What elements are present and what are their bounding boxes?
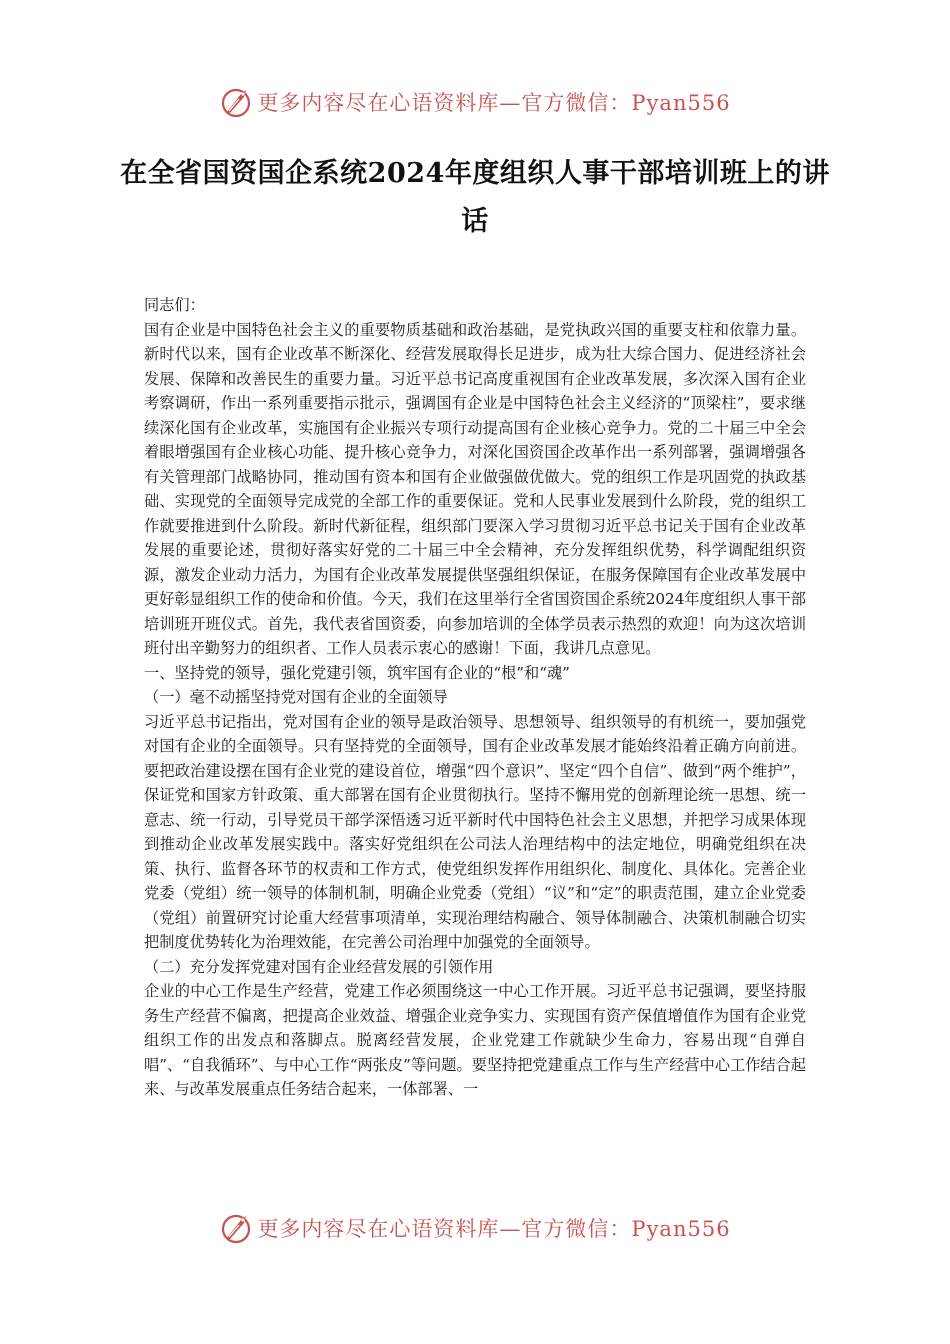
pen-nib-logo-icon bbox=[219, 1210, 255, 1246]
paragraph: 企业的中心工作是生产经营，党建工作必须围绕这一中心工作开展。习近平总书记强调，要坚持服务生产经营不偏离，把提高企业效益、增强企业竞争实力、实现国有资产保值增值作为国有企业党组织工作的出发点和落脚点。脱离经营发展，企业党建工作就缺少生命力，容易出现“自弹自唱”、“自我循环”、与中心工作“两张皮”等问题。要坚持把党建重点工作与生产经营中心工作结合起来、与改革发展重点任务结合起来，一体部署、一 bbox=[144, 982, 806, 1098]
header-banner bbox=[0, 82, 950, 122]
footer-banner bbox=[0, 1208, 950, 1248]
section-heading: 一、坚持党的领导，强化党建引领，筑牢国有企业的“根”和“魂” bbox=[144, 663, 570, 682]
document-body bbox=[144, 293, 806, 1102]
paragraph: 习近平总书记指出，党对国有企业的领导是政治领导、思想领导、组织领导的有机统一，要加强党对国有企业的全面领导。只有坚持党的全面领导，国有企业改革发展才能始终沿着正确方向前进。要把政治建设摆在国有企业党的建设首位，增强“四个意识”、坚定“四个自信”、做到“两个维护”，保证党和国家方针政策、重大部署在国有企业贯彻执行。坚持不懈用党的创新理论统一思想、统一意志、统一行动，引导党员干部学深悟透习近平新时代中国特色社会主义思想，并把学习成果体现到推动企业改革发展实践中。落实好党组织在公司法人治理结构中的法定地位，明确党组织在决策、执行、监督各环节的权责和工作方式，使党组织发挥作用组织化、制度化、具体化。完善企业党委（党组）统一领导的体制机制，明确企业党委（党组）“议”和“定”的职责范围，建立企业党委（党组）前置研究讨论重大经营事项清单，实现治理结构融合、领导体制融合、决策机制融合切实把制度优势转化为治理效能，在完善公司治理中加强党的全面领导。 bbox=[144, 712, 806, 951]
paragraph: 国有企业是中国特色社会主义的重要物质基础和政治基础，是党执政兴国的重要支柱和依靠力量。新时代以来，国有企业改革不断深化、经营发展取得长足进步，成为壮大综合国力、促进经济社会发展、保障和改善民生的重要力量。习近平总书记高度重视国有企业改革发展，多次深入国有企业考察调研，作出一系列重要指示批示，强调国有企业是中国特色社会主义经济的“顶梁柱”，要求继续深化国有企业改革，实施国有企业振兴专项行动提高国有企业核心竞争力。党的二十届三中全会着眼增强国有企业核心功能、提升核心竞争力，对深化国资国企改革作出一系列部署，强调增强各有关管理部门战略协同，推动国有资本和国有企业做强做优做大。党的组织工作是巩固党的执政基础、实现党的全面领导完成党的全部工作的重要保证。党和人民事业发展到什么阶段，党的组织工作就要推进到什么阶段。新时代新征程，组织部门要深入学习贯彻习近平总书记关于国有企业改革发展的重要论述，贯彻好落实好党的二十届三中全会精神，充分发挥组织优势，科学调配组织资源，激发企业动力活力，为国有企业改革发展提供坚强组织保证，在服务保障国有企业改革发展中更好彰显组织工作的使命和价值。今天，我们在这里举行全省国资国企系统2024年度组织人事干部培训班开班仪式。首先，我代表省国资委，向参加培训的全体学员表示热烈的欢迎！向为这次培训班付出辛勤努力的组织者、工作人员表示衷心的感谢！下面，我讲几点意见。 bbox=[144, 320, 806, 657]
salutation: 同志们： bbox=[144, 296, 205, 314]
pen-nib-logo-icon bbox=[219, 84, 255, 120]
document-title: 在全省国资国企系统2024年度组织人事干部培训班上的讲话 bbox=[120, 158, 830, 237]
banner-text: 更多内容尽在心语资料库—官方微信：Pyan556 bbox=[257, 1217, 731, 1241]
subsection-heading: （一）毫不动摇坚持党对国有企业的全面领导 bbox=[144, 688, 448, 706]
banner-text: 更多内容尽在心语资料库—官方微信：Pyan556 bbox=[257, 91, 731, 115]
subsection-heading: （二）充分发挥党建对国有企业经营发展的引领作用 bbox=[144, 957, 494, 976]
